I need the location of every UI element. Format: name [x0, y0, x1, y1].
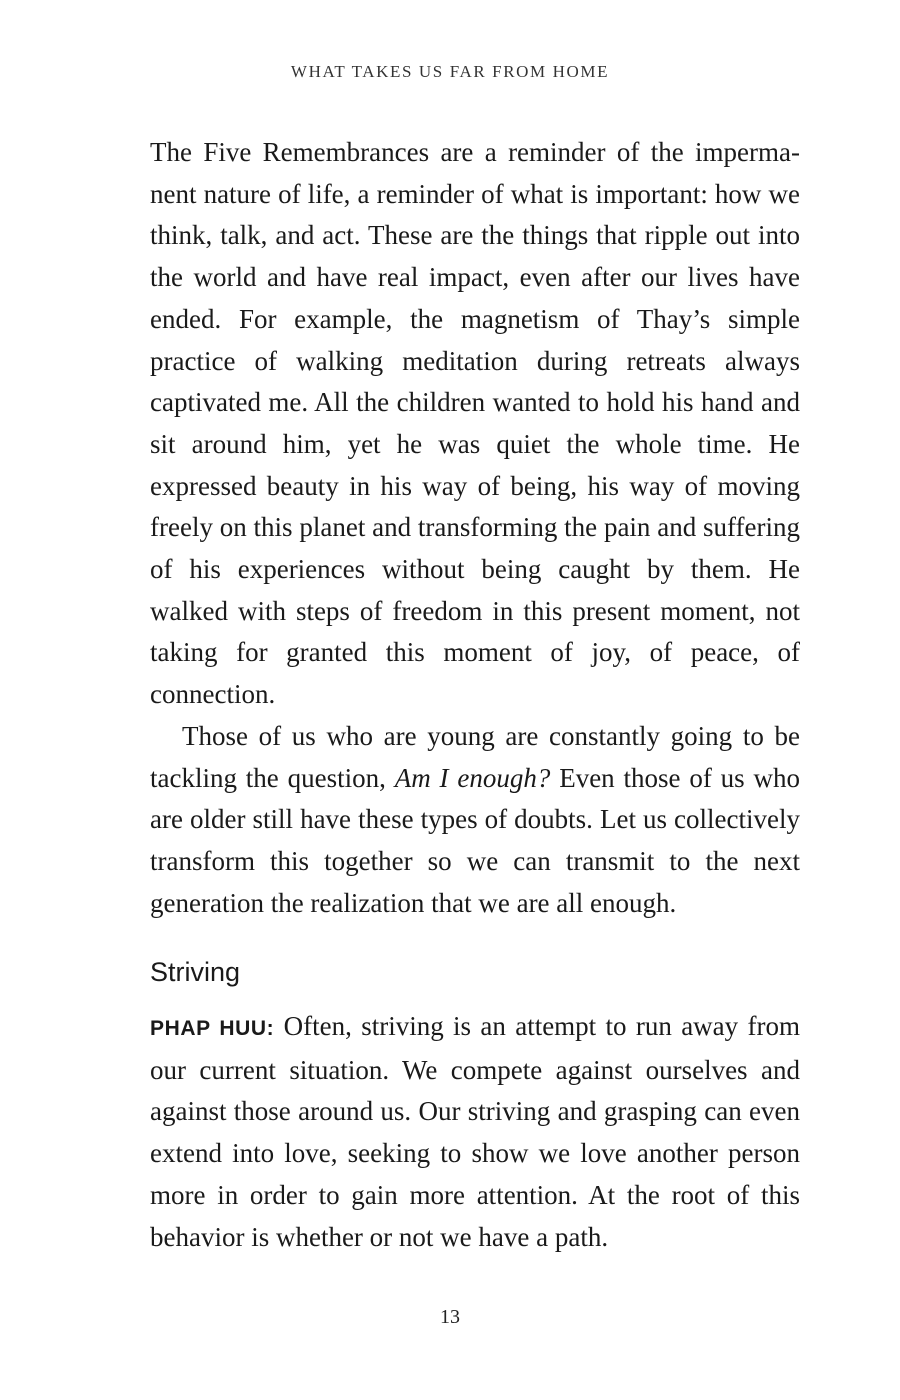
section-heading-striving: Striving — [150, 957, 241, 987]
body-text — [150, 132, 800, 924]
paragraph-am-i-enough — [150, 716, 800, 925]
paragraph-text-lead: Those of us who are young are constantly going to be tackling the question, — [150, 720, 800, 793]
speaker-label: PHAP HUU: — [150, 1017, 275, 1040]
paragraph-five-remembrances: The Five Remembrances are a reminder of the impermanent nature of life, a reminder of what is important: how we think, talk, and act. These are the things that ripple out into the world and have real impact, even after our lives have ended. For example, the magnetism of Thay’s simple practice of walking meditation during retreats always captivated me. All the children wanted to hold his hand and sit around him, yet he was quiet the whole time. He expressed beauty in his way of being, his way of moving freely on this planet and transforming the pain and suffering of his experiences without being caught by them. He walked with steps of freedom in this present moment, not taking for granted this moment of joy, of peace, of connection. — [150, 137, 800, 710]
running-head: WHAT TAKES US FAR FROM HOME — [290, 62, 610, 81]
paragraph-text-tail: Even those of us who are older still have these types of doubts. Let us collectively transform this together so we can transmit to the next generation the realization that we are all enough. — [150, 762, 801, 918]
italic-question: Am I enough? — [394, 762, 551, 793]
page-number: 13 — [440, 1306, 460, 1328]
paragraph-striving — [150, 1006, 800, 1258]
striving-text — [150, 1006, 800, 1258]
striving-paragraph-text: Often, striving is an attempt to run away from our current situation. We compete against ourselves and against those around us. Our striving and grasping can even extend into love, seeking to show we love another person more in order to gain more attention. At the root of this behavior is whether or not we have a path. — [150, 1011, 800, 1252]
